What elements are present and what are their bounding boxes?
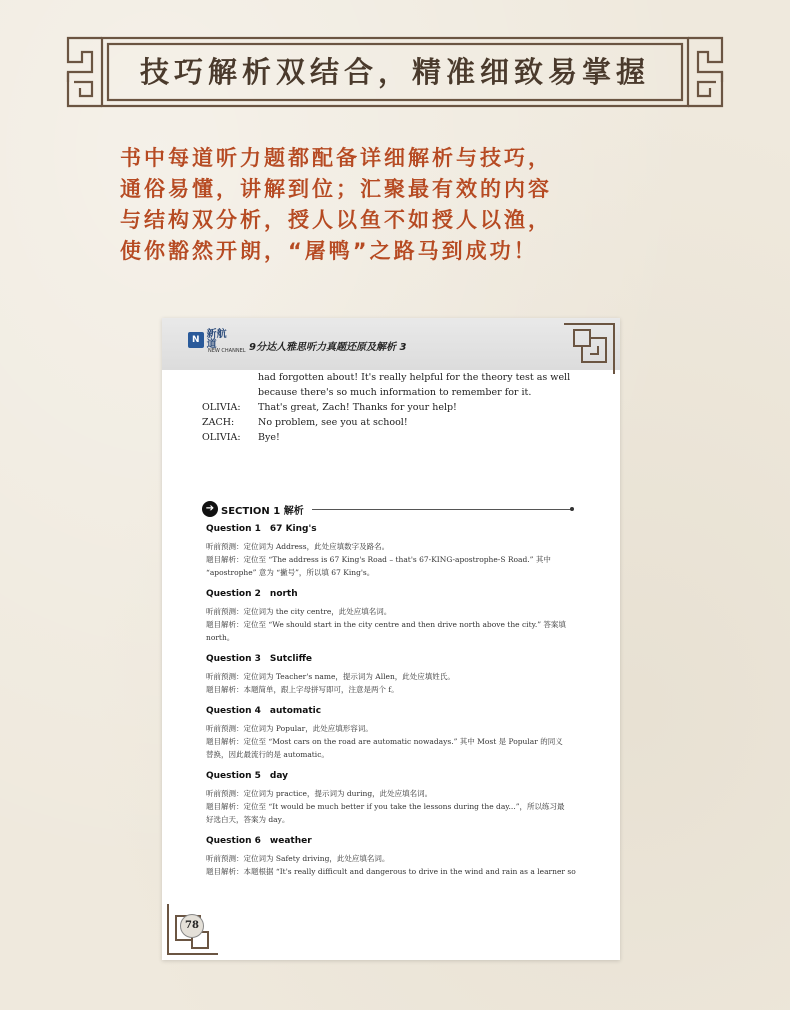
section-title: SECTION 1 解析: [221, 505, 304, 517]
question-heading: [206, 524, 578, 534]
question-item: [206, 589, 578, 644]
dialogue-text: No problem, see you at school!: [258, 417, 408, 428]
dialogue-text: Bye!: [258, 432, 280, 443]
section-arrow-icon: ➔: [202, 501, 218, 517]
dialogue: [202, 370, 602, 445]
question-answer: day: [269, 771, 289, 781]
book-title: 9分达人雅思听力真题还原及解析 3: [249, 342, 407, 353]
question-label: Question 6: [206, 836, 261, 846]
explanation-line: “apostrophe” 意为 “撇号”，所以填 67 King's。: [206, 568, 375, 577]
dialogue-text: That's great, Zach! Thanks for your help!: [258, 402, 457, 413]
logo-subtext: NEW CHANNEL: [208, 348, 246, 354]
logo-text: 新航道: [206, 329, 227, 350]
question-heading: [206, 836, 578, 846]
dialogue-line: [202, 400, 602, 415]
explanation-line: 题目解析：定位至 “It would be much better if you take the lessons during the day...”，所以练习最: [206, 802, 565, 811]
explanation-line: 替换，因此最流行的是 automatic。: [206, 750, 329, 759]
question-label: Question 4: [206, 706, 261, 716]
speaker: OLIVIA:: [202, 402, 241, 413]
intro-line: 通俗易懂，讲解到位；汇聚最有效的内容: [120, 177, 552, 201]
speaker: ZACH:: [202, 417, 235, 428]
corner-lattice-icon: [562, 318, 620, 376]
explanation-line: 好选白天，答案为 day。: [206, 815, 290, 824]
question-list: [206, 524, 578, 888]
question-heading: [206, 706, 578, 716]
intro-line: 书中每道听力题都配备详细解析与技巧，: [120, 146, 552, 170]
speaker: OLIVIA:: [202, 432, 241, 443]
explanation-line: 听前预测：定位词为 Address，此处应填数字及路名。: [206, 542, 390, 551]
banner-title: 技巧解析双结合，精准细致易掌握: [139, 55, 650, 89]
question-item: [206, 654, 578, 696]
question-label: Question 5: [206, 771, 261, 781]
explanation-line: 听前预测：定位词为 practice，提示词为 during，此处应填名词。: [206, 789, 433, 798]
logo-mark-icon: N: [188, 332, 204, 348]
dialogue-text: because there's so much information to remember for it.: [258, 387, 532, 398]
question-heading: [206, 589, 578, 599]
question-answer: Sutcliffe: [269, 654, 312, 664]
question-answer: north: [269, 589, 298, 599]
speaker: [202, 385, 258, 400]
page-header: [162, 318, 620, 370]
intro-line: 使你豁然开朗，“屠鸭”之路马到成功！: [120, 239, 538, 263]
dialogue-line: [202, 385, 602, 400]
publisher-logo: [188, 330, 236, 350]
question-label: Question 1: [206, 524, 261, 534]
explanation-line: 题目解析：本题根据 “It's really difficult and dangerous to drive in the wind and rain as a learner so: [206, 867, 576, 876]
question-item: [206, 706, 578, 761]
book-page: [162, 318, 620, 960]
explanation-line: 题目解析：定位至 “Most cars on the road are automatic nowadays.” 其中 Most 是 Popular 的同义: [206, 737, 563, 746]
dialogue-line: [202, 430, 602, 445]
explanation-line: 题目解析：定位至 “The address is 67 King's Road – that's 67-KING-apostrophe-S Road.” 其中: [206, 555, 551, 564]
question-heading: [206, 654, 578, 664]
title-banner: [62, 32, 728, 112]
question-answer: 67 King's: [269, 524, 317, 534]
question-item: [206, 836, 578, 878]
question-answer: weather: [269, 836, 312, 846]
page-number: 78: [180, 914, 204, 938]
question-item: [206, 524, 578, 579]
explanation-line: 听前预测：定位词为 Popular，此处应填形容词。: [206, 724, 373, 733]
explanation-line: 听前预测：定位词为 the city centre，此处应填名词。: [206, 607, 392, 616]
question-label: Question 2: [206, 589, 261, 599]
dialogue-text: had forgotten about! It's really helpful for the theory test as well: [258, 372, 571, 383]
explanation-line: north。: [206, 633, 235, 642]
question-item: [206, 771, 578, 826]
dialogue-line: [202, 415, 602, 430]
question-label: Question 3: [206, 654, 261, 664]
explanation-line: 听前预测：定位词为 Teacher's name，提示词为 Allen，此处应填姓氏。: [206, 672, 455, 681]
section-rule: [312, 509, 572, 510]
section-heading: [202, 501, 572, 517]
explanation-line: 题目解析：本题简单，跟上字母拼写即可，注意是两个 f。: [206, 685, 399, 694]
intro-line: 与结构双分析，授人以鱼不如授人以渔，: [120, 208, 552, 232]
explanation-line: 题目解析：定位至 “We should start in the city centre and then drive north above the city.” 答案填: [206, 620, 566, 629]
intro-paragraph: [120, 143, 680, 267]
question-heading: [206, 771, 578, 781]
speaker: [202, 370, 258, 385]
dialogue-line: [202, 370, 602, 385]
question-answer: automatic: [269, 706, 322, 716]
explanation-line: 听前预测：定位词为 Safety driving，此处应填名词。: [206, 854, 390, 863]
